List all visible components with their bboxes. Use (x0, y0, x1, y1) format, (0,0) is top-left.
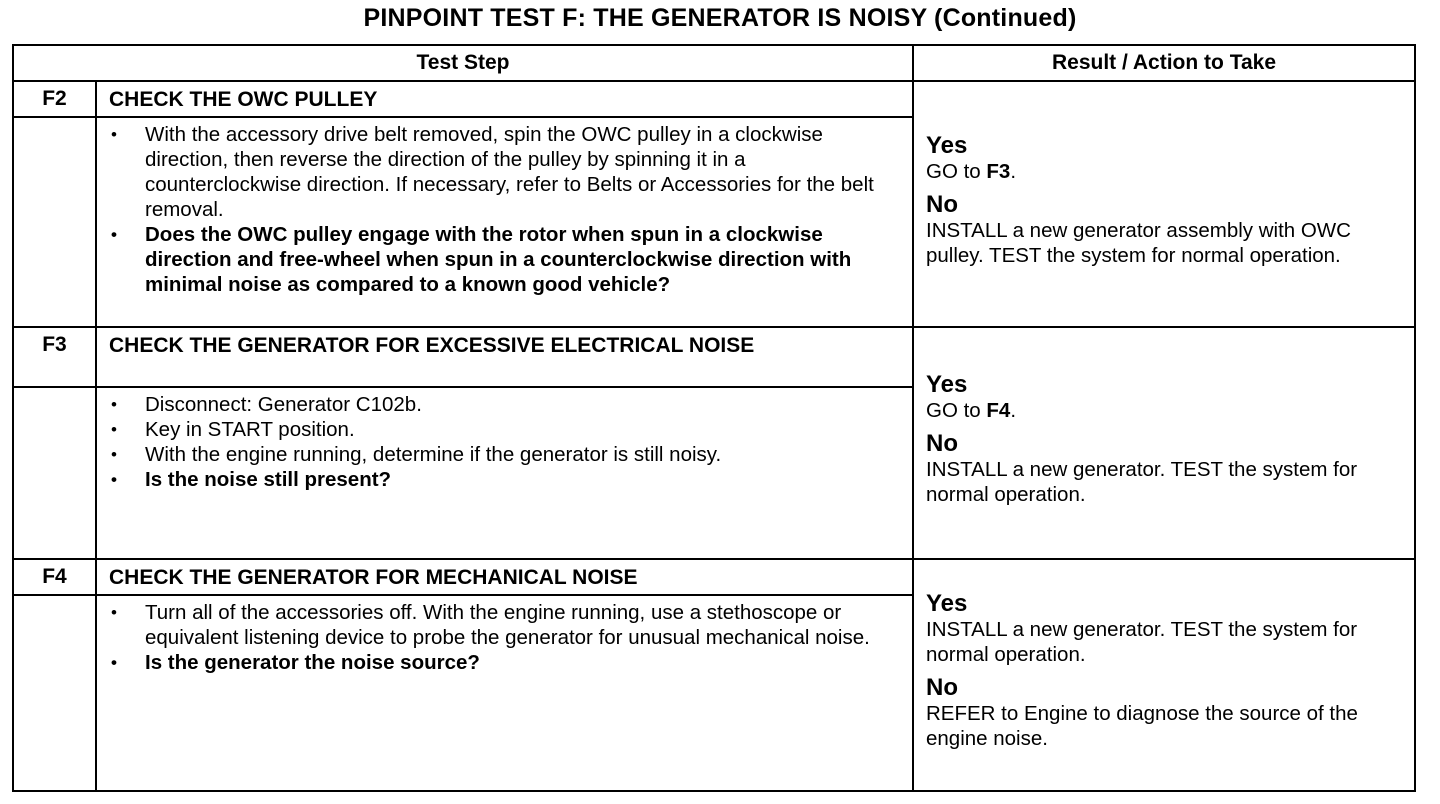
step-body (96, 117, 913, 327)
no-action: INSTALL a new generator. TEST the system for normal operation. (926, 457, 1358, 506)
step-f2-title-row (13, 81, 1415, 117)
list-item: • Key in START position. (111, 417, 900, 442)
yes-action: GO to F4. (926, 398, 1017, 422)
step-name: CHECK THE GENERATOR FOR MECHANICAL NOISE (96, 559, 913, 595)
step-id-spacer (13, 595, 96, 791)
yes-label: Yes (926, 590, 968, 617)
yes-label: Yes (926, 131, 968, 159)
yes-action: INSTALL a new generator. TEST the system for normal operation. (926, 618, 1358, 666)
step-id-spacer (13, 387, 96, 559)
pinpoint-test-table (12, 44, 1416, 792)
table-header-row (13, 45, 1415, 81)
no-action: INSTALL a new generator assembly with OWC pulley. TEST the system for normal operation. (926, 218, 1351, 267)
list-item: • Disconnect: Generator C102b. (111, 392, 900, 417)
list-item: • Is the generator the noise source? (111, 650, 900, 675)
result-header: Result / Action to Take (913, 45, 1415, 81)
list-item: • Turn all of the accessories off. With the engine running, use a stethoscope or equivalent listening device to probe the generator for unusual mechanical noise. (111, 600, 900, 650)
step-f4-title-row (13, 559, 1415, 595)
step-id: F3 (13, 327, 96, 387)
step-body (96, 387, 913, 559)
step-id: F4 (13, 559, 96, 595)
step-name: CHECK THE OWC PULLEY (96, 81, 913, 117)
no-label: No (926, 190, 958, 218)
step-name: CHECK THE GENERATOR FOR EXCESSIVE ELECTRICAL NOISE (96, 327, 913, 387)
no-label: No (926, 674, 958, 701)
list-item: • With the accessory drive belt removed, spin the OWC pulley in a clockwise direction, then reverse the direction of the pulley by spinning it in a counterclockwise direction. If necessary, refer to Belts or Accessories for the belt removal. (111, 122, 900, 222)
yes-label: Yes (926, 370, 968, 398)
list-item: • Does the OWC pulley engage with the rotor when spun in a clockwise direction and free-wheel when spun in a counterclockwise direction with minimal noise as compared to a known good vehicle? (111, 222, 900, 297)
page-title: PINPOINT TEST F: THE GENERATOR IS NOISY (Continued) (363, 4, 1077, 32)
list-item: • With the engine running, determine if the generator is still noisy. (111, 442, 900, 467)
no-label: No (926, 429, 958, 457)
test-step-header: Test Step (13, 45, 913, 81)
step-body (96, 595, 913, 791)
step-f4-result (913, 559, 1415, 791)
step-f3-title-row (13, 327, 1415, 387)
step-id-spacer (13, 117, 96, 327)
step-f2-result (913, 81, 1415, 327)
no-action: REFER to Engine to diagnose the source of the engine noise. (926, 702, 1358, 750)
step-id: F2 (13, 81, 96, 117)
step-f3-result (913, 327, 1415, 559)
list-item: • Is the noise still present? (111, 467, 900, 492)
yes-action: GO to F3. (926, 159, 1017, 183)
